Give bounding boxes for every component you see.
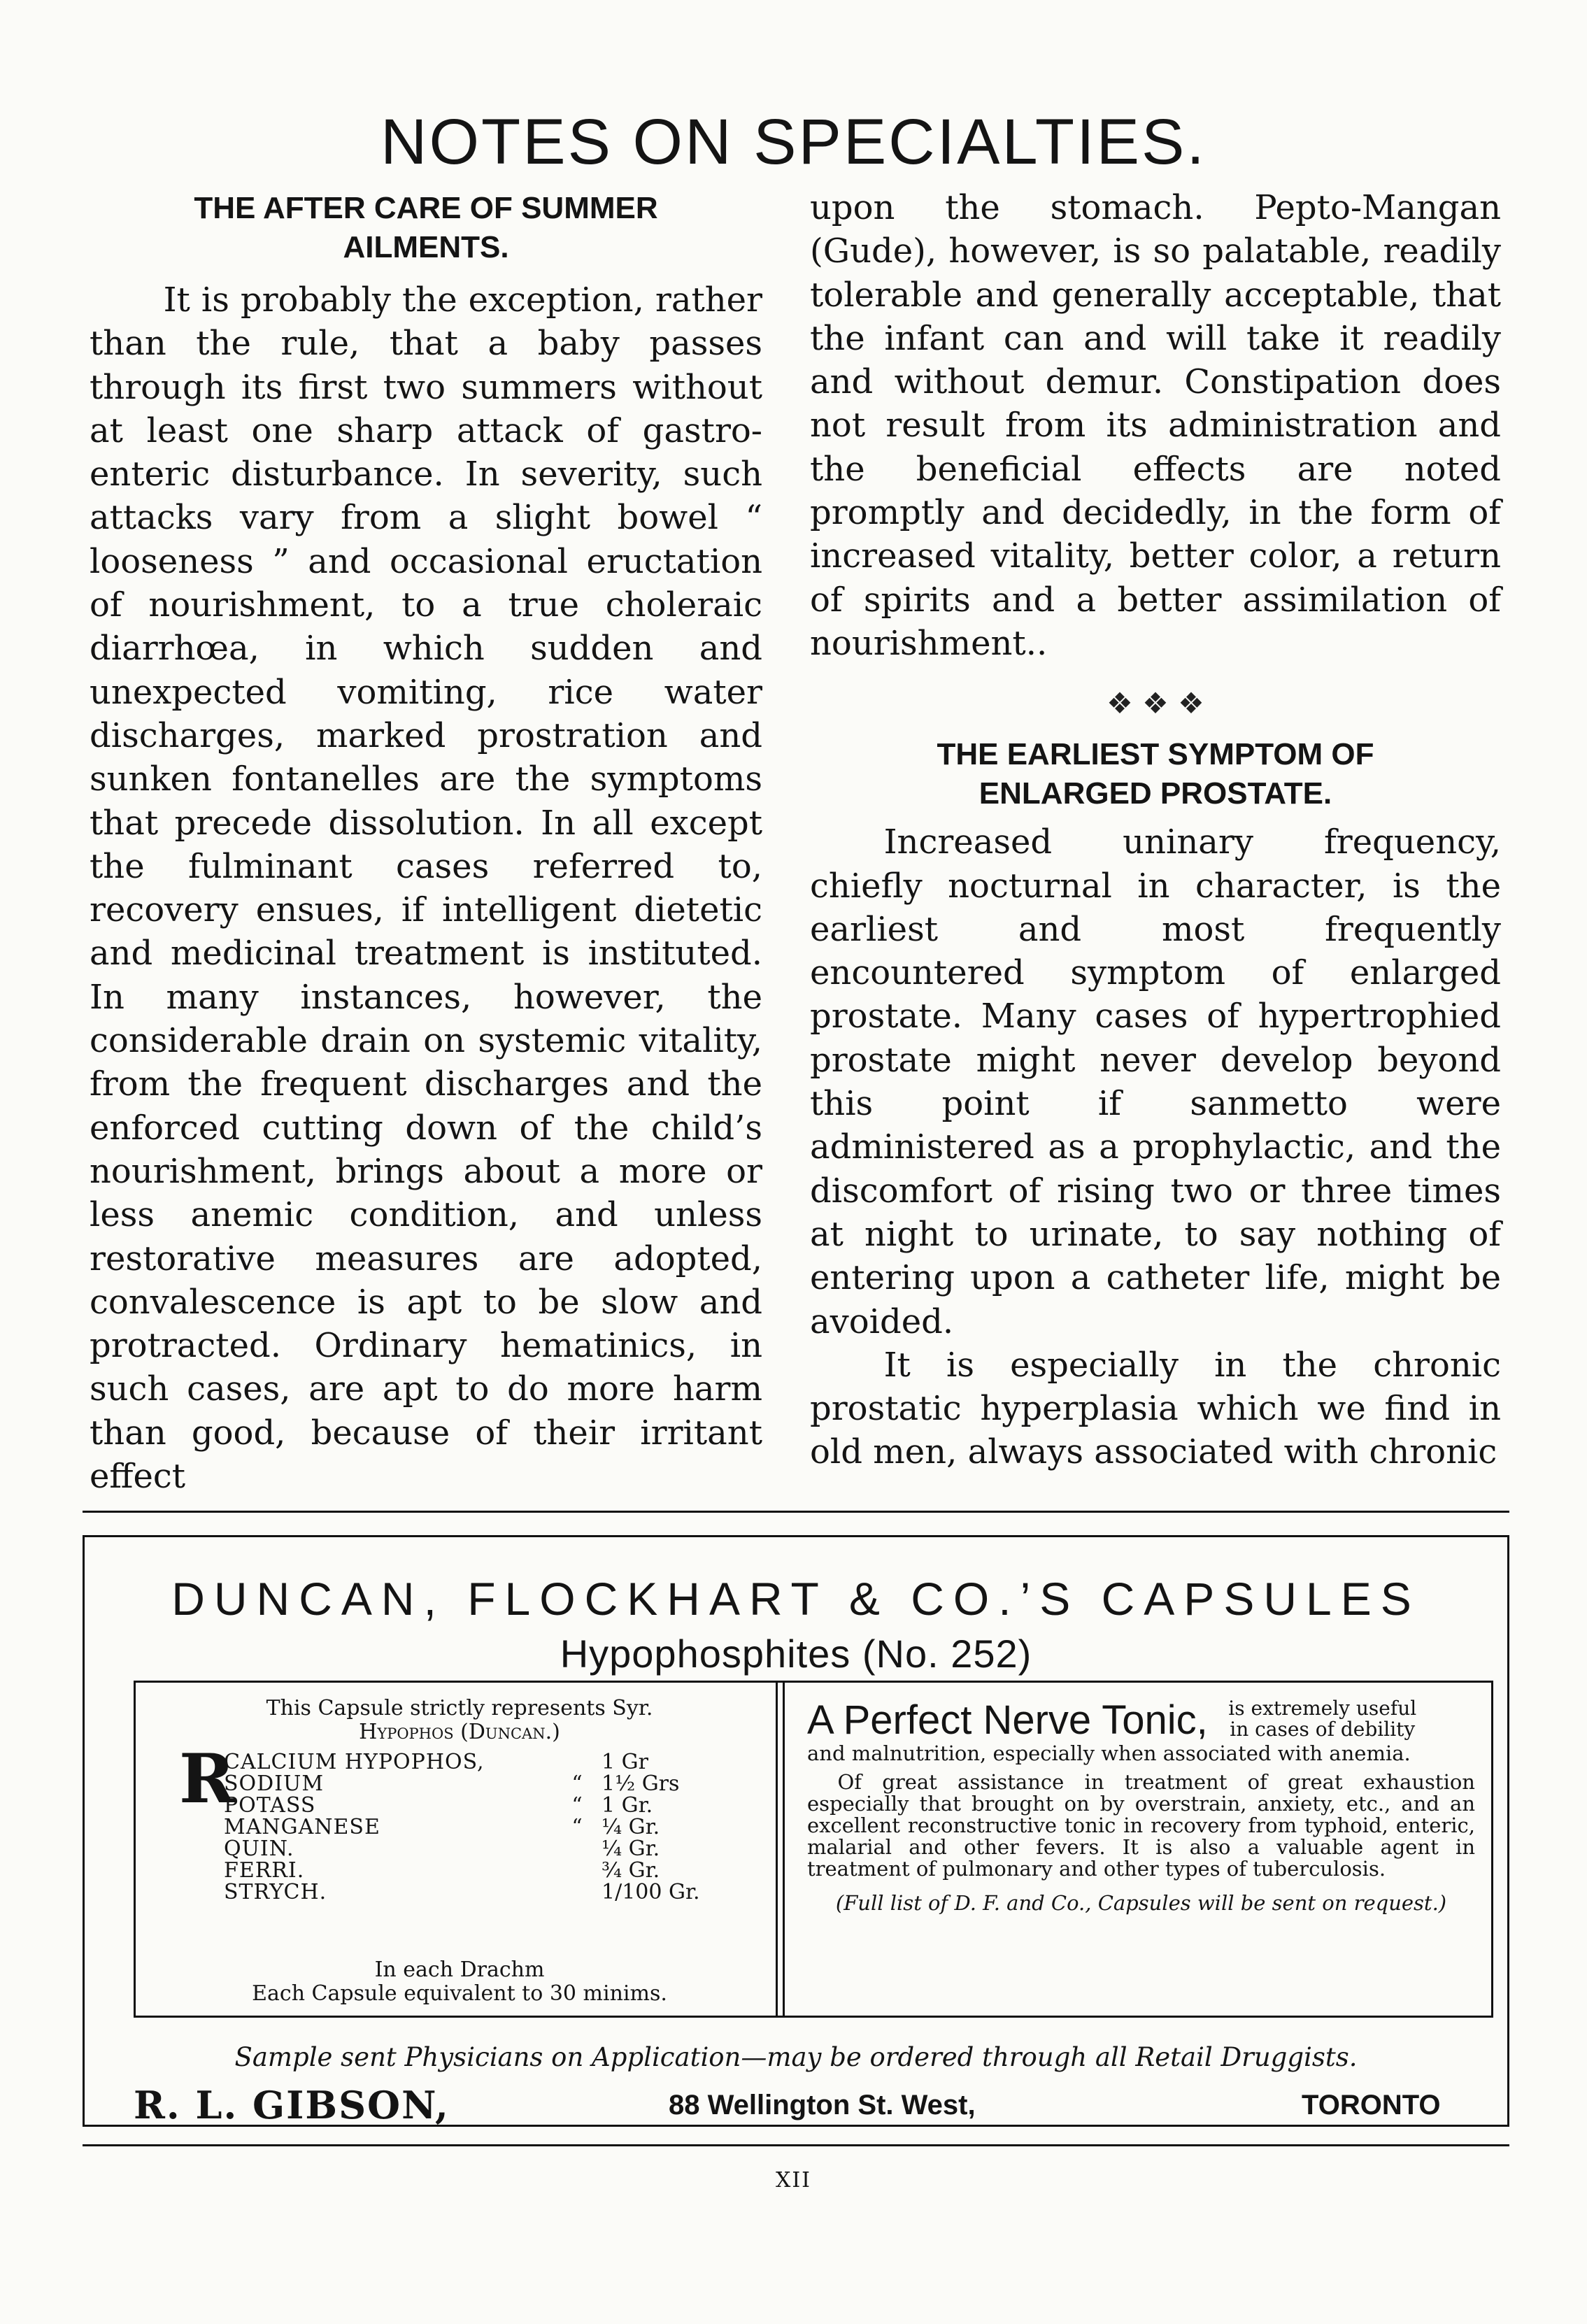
ad-subhead: Hypophosphites (No. 252) xyxy=(560,1632,1032,1676)
ingredient-ditto xyxy=(553,1838,602,1860)
article2-paragraph1: Increased uninary frequency, chiefly nocturnal in character, is the earliest and most frequently encountered symptom of enlarged prostate. Many cases of hypertrophied prostate might never develop beyond this point if sanmetto were administered as a prophylactic, and the discomfort of rising two or three times at night to urinate, to say nothing of entering upon a catheter life, might be avoided. xyxy=(810,822,1501,1341)
formula-intro-line2: Hypophos (Duncan.) xyxy=(359,1720,560,1744)
sample-line: Sample sent Physicians on Application—may be ordered through all Retail Druggists. xyxy=(234,2042,1358,2072)
ingredient-name: POTASS xyxy=(224,1793,316,1818)
tonic-box xyxy=(807,1698,1475,1999)
article1-paragraph: It is probably the exception, rather than the rule, that a baby passes through its first two summers without at least one sharp attack of gastro-enteric disturbance. In severity, such attacks vary from a slight bowel “ looseness ” and occasional eructation of nourishment, to a true choleraic diarrhœa, in which sudden and unexpected vomiting, rice water discharges, marked prostration and sunken fontanelles are the symptoms that precede dissolution. In all except the fulminant cases referred to, recovery ensues, if intelligent dietetic and medicinal treatment is instituted. In many instances, however, the considerable drain on systemic vitality, from the frequent discharges and the enforced cutting down of the child’s nourishment, brings about a more or less anemic condition, and unless restorative measures are adopted, convalescence is apt to be slow and protracted. Ordinary hematinics, in such cases, are apt to do more harm than good, because of their irritant effect xyxy=(90,280,762,1497)
formula-row xyxy=(224,1816,741,1838)
article2-heading xyxy=(810,735,1501,813)
formula-intro-line1: This Capsule strictly represents Syr. xyxy=(266,1696,653,1720)
page-number: XII xyxy=(775,2168,812,2193)
ingredient-dose: ¼ Gr. xyxy=(602,1837,660,1861)
formula-footer-line1: In each Drachm xyxy=(374,1958,545,1982)
ingredient-dose: 1 Gr. xyxy=(602,1793,653,1818)
formula-row xyxy=(224,1860,741,1881)
ingredient-dose: 1½ Grs xyxy=(602,1771,680,1796)
advertisement xyxy=(83,1535,1509,2127)
formula-table xyxy=(224,1751,741,1903)
ingredient-ditto: “ xyxy=(571,1771,583,1796)
ingredient-ditto xyxy=(553,1860,602,1881)
ingredient-name: QUIN. xyxy=(224,1837,294,1861)
agent-address: 88 Wellington St. West, xyxy=(669,2090,976,2120)
formula-footer-line2: Each Capsule equivalent to 30 minims. xyxy=(252,1981,667,2006)
ad-inner-frame xyxy=(134,1681,1493,2018)
ingredient-name: FERRI. xyxy=(224,1858,305,1883)
left-column xyxy=(90,189,762,1498)
article1-continuation: upon the stomach. Pepto-Mangan (Gude), however, is so palatable, readily tolerable and generally acceptable, that the infant can and will take it readily and without demur. Constipation does not result from its administration and the beneficial effects are noted promptly and decidedly, in the form of increased vitality, better color, a return of spirits and a better assimilation of nourishment.. xyxy=(810,188,1501,663)
box-divider-1 xyxy=(776,1683,778,2016)
formula-row xyxy=(224,1773,741,1795)
ingredient-dose: ¼ Gr. xyxy=(602,1815,660,1839)
formula-box xyxy=(155,1696,764,2006)
ingredient-name: MANGANESE xyxy=(224,1815,380,1839)
ingredient-dose: 1 Gr xyxy=(602,1750,648,1774)
article2-paragraph2: It is especially in the chronic prostatic hyperplasia which we find in old men, always associated with chronic xyxy=(810,1345,1501,1472)
right-column xyxy=(810,186,1501,1474)
ingredient-ditto xyxy=(553,1881,602,1903)
article1-heading-line1: THE AFTER CARE OF SUMMER xyxy=(194,191,658,225)
article1-heading-line2: AILMENTS. xyxy=(343,230,509,264)
agent-city: TORONTO xyxy=(1302,2090,1441,2120)
ad-divider-line xyxy=(83,1511,1509,1513)
agent-name: R. L. GIBSON, xyxy=(134,2083,450,2127)
tonic-text1: and malnutrition, especially when associated with anemia. xyxy=(807,1741,1411,1765)
ingredient-ditto xyxy=(553,1751,602,1773)
ingredient-dose: ¾ Gr. xyxy=(602,1858,660,1883)
ingredient-name: CALCIUM HYPOPHOS, xyxy=(224,1750,485,1774)
ingredient-dose: 1/100 Gr. xyxy=(602,1880,700,1904)
ingredient-name: STRYCH. xyxy=(224,1880,327,1904)
ad-headline: DUNCAN, FLOCKHART & CO.’S CAPSULES xyxy=(171,1573,1421,1625)
formula-list xyxy=(155,1739,764,1930)
tonic-title: A Perfect Nerve Tonic, xyxy=(807,1697,1208,1743)
tonic-note: (Full list of D. F. and Co., Capsules will be sent on request.) xyxy=(835,1891,1447,1915)
ingredient-ditto: “ xyxy=(571,1793,583,1818)
ingredient-ditto: “ xyxy=(571,1815,583,1839)
page-title: NOTES ON SPECIALTIES. xyxy=(380,106,1207,178)
tonic-title-row xyxy=(807,1698,1475,1743)
article1-heading xyxy=(90,189,762,267)
formula-row xyxy=(224,1838,741,1860)
box-divider-2 xyxy=(783,1683,785,2016)
article2-heading-line1: THE EARLIEST SYMPTOM OF xyxy=(937,737,1374,772)
section-separator: ❖ ❖ ❖ xyxy=(1106,686,1204,721)
tonic-title-aside: is extremely useful in cases of debility xyxy=(1228,1697,1417,1741)
rx-icon: R xyxy=(179,1739,235,1818)
bottom-divider-line xyxy=(83,2144,1509,2146)
formula-row xyxy=(224,1751,741,1773)
ingredient-name: SODIUM xyxy=(224,1771,325,1796)
article2-heading-line2: ENLARGED PROSTATE. xyxy=(978,776,1332,811)
formula-row xyxy=(224,1881,741,1903)
formula-row xyxy=(224,1795,741,1816)
tonic-text2: Of great assistance in treatment of great exhaustion especially that brought on by overstrain, anxiety, etc., and an excellent reconstructive tonic in recovery from typhoid, enteric, malarial and other fevers. It is also a valuable agent in treatment of pulmonary and other types of tuberculosis. xyxy=(807,1770,1475,1881)
